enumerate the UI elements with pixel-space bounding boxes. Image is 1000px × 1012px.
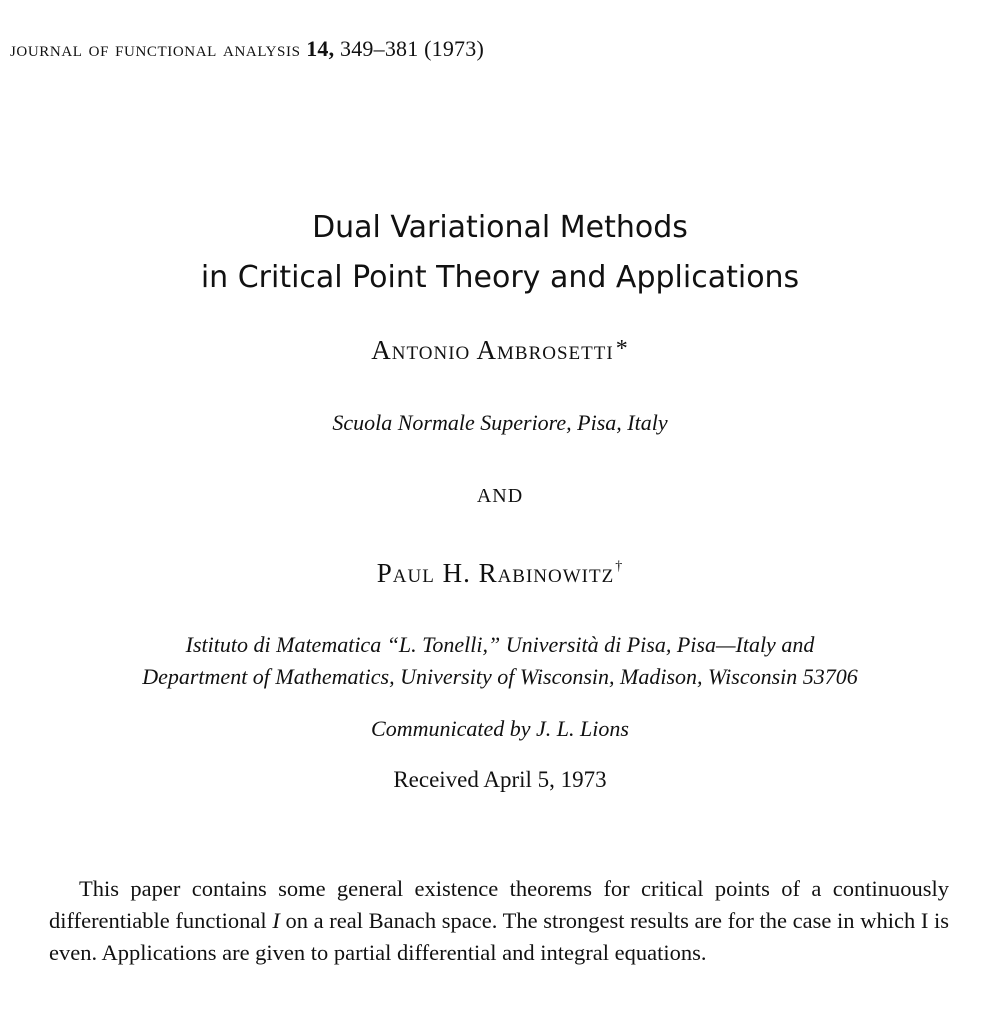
abstract [49, 873, 949, 969]
journal-pages-year: 349–381 (1973) [340, 36, 484, 61]
abstract-text-2: on a real Banach space. The strongest results are for the case in which I is even. Applications are given to partial differential and integral equations. [49, 908, 950, 965]
title-line-1: Dual Variational Methods [312, 210, 688, 245]
paper-title [0, 203, 1000, 303]
communicated-by: Communicated by J. L. Lions [371, 716, 629, 741]
journal-name: journal of functional analysis [10, 36, 301, 61]
author-2-name: Paul H. Rabinowitz [376, 558, 615, 588]
received-date: Received April 5, 1973 [393, 767, 607, 792]
abstract-functional-symbol: I [272, 908, 280, 933]
author-2 [0, 558, 1000, 589]
author-1-affiliation: Scuola Normale Superiore, Pisa, Italy [332, 410, 668, 435]
author-2-affiliation-line-2: Department of Mathematics, University of Wisconsin, Madison, Wisconsin 53706 [142, 664, 858, 689]
abstract-text-1: This paper contains some general existence theorems for critical points of a continuously differentiable functional [49, 876, 949, 933]
author-2-footnote-mark: † [615, 559, 624, 574]
journal-header [10, 36, 484, 62]
author-conjunction: AND [476, 485, 524, 507]
author-1-footnote-mark: * [615, 336, 629, 362]
author-1-name: Antonio Ambrosetti [371, 335, 614, 365]
title-line-2: in Critical Point Theory and Applications [200, 260, 800, 295]
journal-volume: 14, [306, 36, 335, 61]
author-2-affiliation-line-1: Istituto di Matematica “L. Tonelli,” Università di Pisa, Pisa—Italy and [185, 632, 815, 657]
author-1 [0, 335, 1000, 366]
